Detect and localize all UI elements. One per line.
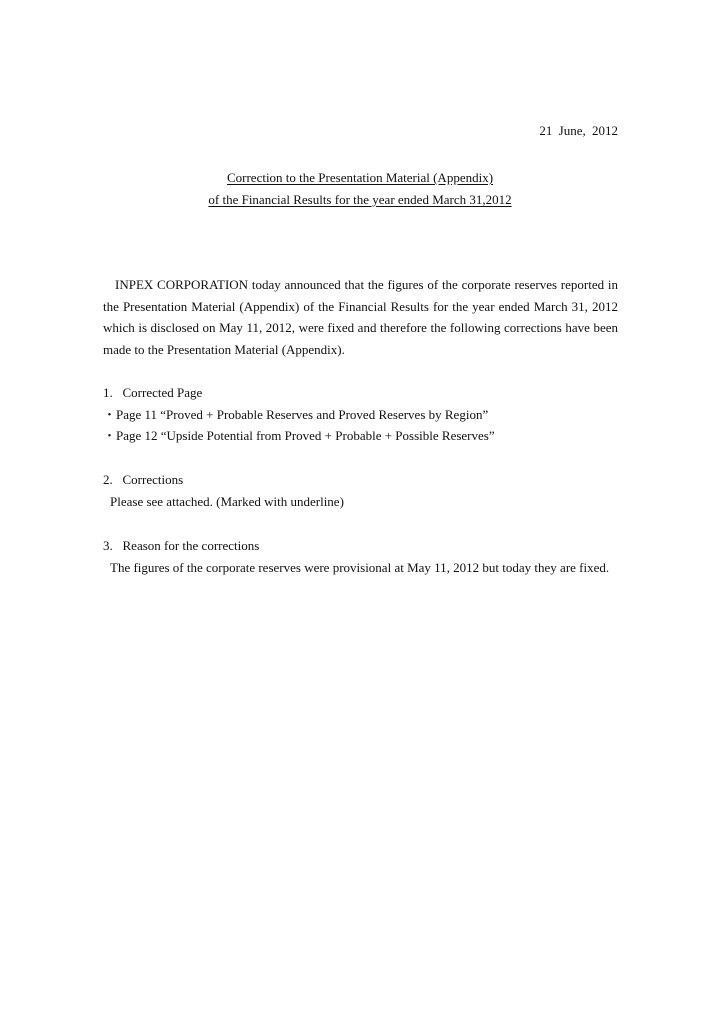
title-line-1: Correction to the Presentation Material (Appendix): [226, 170, 494, 185]
list-item: ・Page 11 “Proved + Probable Reserves and Proved Reserves by Region”: [103, 406, 489, 422]
section-reason: [103, 535, 618, 578]
section-text: The figures of the corporate reserves were provisional at May 11, 2012 but today they are fixed.: [110, 559, 610, 575]
section-corrected-page: [103, 382, 618, 447]
document-title: [0, 167, 720, 211]
section-heading: 3. Reason for the corrections: [103, 538, 260, 553]
document-date: 21 June, 2012: [539, 123, 618, 138]
section-heading: 2. Corrections: [103, 472, 184, 487]
title-line-2: of the Financial Results for the year ended March 31,2012: [208, 192, 512, 207]
intro-text: INPEX CORPORATION today announced that the figures of the corporate reserves reported in the Presentation Material (Appendix) of the Financial Results for the year ended March 31, 2012 which is disclosed on May 11, 2012, were fixed and therefore the following corrections have been made to the Presentation Material (Appendix).: [103, 277, 618, 357]
section-heading: 1. Corrected Page: [103, 385, 203, 400]
list-item: ・Page 12 “Upside Potential from Proved + Probable + Possible Reserves”: [103, 428, 495, 443]
section-corrections: [103, 469, 618, 512]
intro-paragraph: [103, 274, 618, 360]
section-text: Please see attached. (Marked with underline): [110, 493, 344, 509]
